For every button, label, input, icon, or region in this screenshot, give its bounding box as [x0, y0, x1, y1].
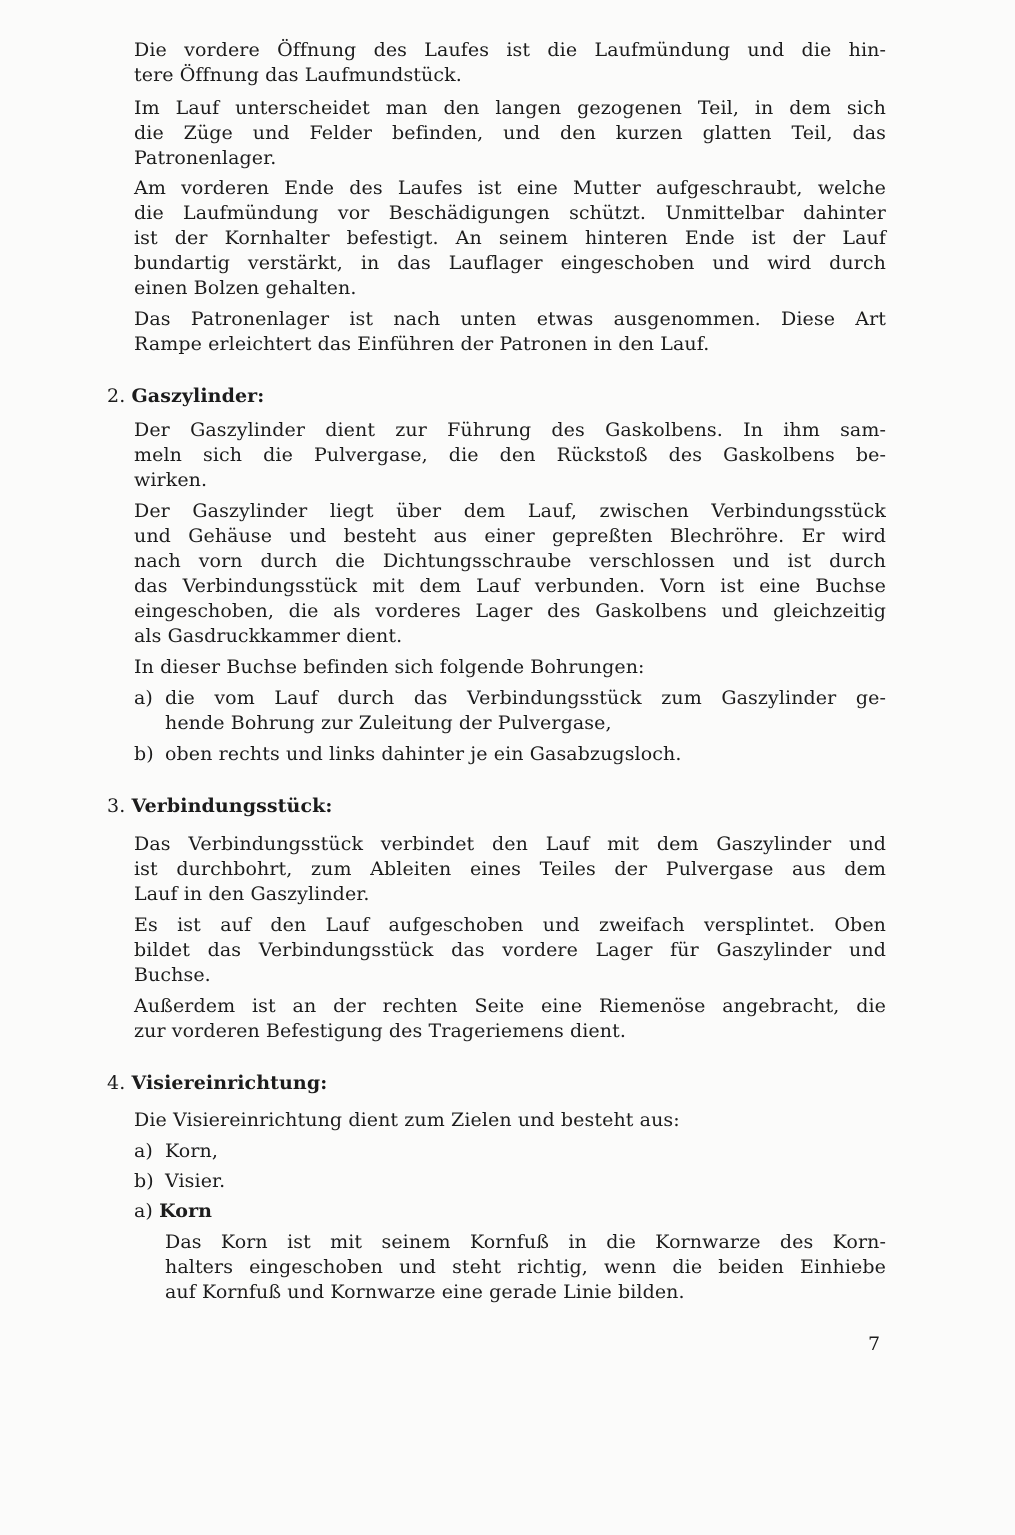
section-3-number: 3. — [107, 795, 126, 817]
section-4-list-b-text: Visier. — [165, 1170, 226, 1192]
section-3-p1-line-1: Das Verbindungsstück verbindet den Lauf mit dem Gaszylinder und — [134, 833, 886, 855]
section-4-list-a-marker: a) — [134, 1140, 153, 1162]
section-3-p2-line-1: Es ist auf den Lauf aufgeschoben und zweifach versplintet. Oben — [134, 914, 886, 936]
section-2-p1-line-2: meln sich die Pulvergase, die den Rückstoß des Gaskolbens be- — [134, 444, 886, 466]
intro-p3-line-1: Am vorderen Ende des Laufes ist eine Mutter aufgeschraubt, welche — [134, 177, 886, 199]
section-2-heading — [107, 384, 264, 409]
intro-p2-line-3: Patronenlager. — [134, 147, 277, 169]
section-2-list-a-marker: a) — [134, 687, 153, 709]
intro-p2-line-1: Im Lauf unterscheidet man den langen gezogenen Teil, in dem sich — [134, 97, 886, 119]
section-2-p1-line-1: Der Gaszylinder dient zur Führung des Gaskolbens. In ihm sam- — [134, 419, 886, 441]
subsection-korn-line-3: auf Kornfuß und Kornwarze eine gerade Linie bilden. — [165, 1281, 685, 1303]
section-2-p1-line-3: wirken. — [134, 469, 208, 491]
section-4-heading — [107, 1071, 327, 1096]
section-2-p2-line-2: und Gehäuse und besteht aus einer gepreßten Blechröhre. Er wird — [134, 525, 886, 547]
intro-p4-line-1: Das Patronenlager ist nach unten etwas ausgenommen. Diese Art — [134, 308, 886, 330]
section-3-heading — [107, 794, 333, 819]
section-2-p2-line-4: das Verbindungsstück mit dem Lauf verbunden. Vorn ist eine Buchse — [134, 575, 886, 597]
page-number: 7 — [868, 1333, 881, 1355]
section-2-list-b-line-1: oben rechts und links dahinter je ein Gasabzugsloch. — [165, 743, 682, 765]
intro-p2-line-2: die Züge und Felder befinden, und den kurzen glatten Teil, das — [134, 122, 886, 144]
subsection-korn-title: Korn — [159, 1200, 213, 1222]
section-2-list-a-line-1: die vom Lauf durch das Verbindungsstück zum Gaszylinder ge- — [165, 687, 886, 709]
section-2-p2-line-5: eingeschoben, die als vorderes Lager des Gaskolbens und gleichzeitig — [134, 600, 886, 622]
intro-p3-line-4: bundartig verstärkt, in das Lauflager eingeschoben und wird durch — [134, 252, 886, 274]
section-4-list-b-marker: b) — [134, 1170, 154, 1192]
section-4-list-a-text: Korn, — [165, 1140, 218, 1162]
section-2-p3: In dieser Buchse befinden sich folgende Bohrungen: — [134, 656, 645, 678]
section-4-title: Visiereinrichtung: — [131, 1072, 328, 1094]
section-3-title: Verbindungsstück: — [131, 795, 333, 817]
subsection-korn-line-1: Das Korn ist mit seinem Kornfuß in die Kornwarze des Korn- — [165, 1231, 886, 1253]
section-4-number: 4. — [107, 1072, 126, 1094]
intro-p3-line-5: einen Bolzen gehalten. — [134, 277, 357, 299]
section-2-p2-line-3: nach vorn durch die Dichtungsschraube verschlossen und ist durch — [134, 550, 886, 572]
section-2-list-b-marker: b) — [134, 743, 154, 765]
intro-p3-line-3: ist der Kornhalter befestigt. An seinem hinteren Ende ist der Lauf — [134, 227, 886, 249]
section-2-p2-line-6: als Gasdruckkammer dient. — [134, 625, 403, 647]
intro-p1-line-1: Die vordere Öffnung des Laufes ist die Laufmündung und die hin- — [134, 39, 886, 61]
intro-p3-line-2: die Laufmündung vor Beschädigungen schützt. Unmittelbar dahinter — [134, 202, 886, 224]
section-2-p2-line-1: Der Gaszylinder liegt über dem Lauf, zwischen Verbindungsstück — [134, 500, 886, 522]
section-3-p3-line-1: Außerdem ist an der rechten Seite eine Riemenöse angebracht, die — [134, 995, 886, 1017]
section-4-p1: Die Visiereinrichtung dient zum Zielen und besteht aus: — [134, 1109, 680, 1131]
section-2-list-a-line-2: hende Bohrung zur Zuleitung der Pulvergase, — [165, 712, 612, 734]
intro-p1-line-2: tere Öffnung das Laufmundstück. — [134, 64, 462, 86]
subsection-korn-marker: a) — [134, 1200, 153, 1222]
section-3-p1-line-2: ist durchbohrt, zum Ableiten eines Teiles der Pulvergase aus dem — [134, 858, 886, 880]
intro-p4-line-2: Rampe erleichtert das Einführen der Patronen in den Lauf. — [134, 333, 710, 355]
section-3-p2-line-3: Buchse. — [134, 964, 211, 986]
section-2-title: Gaszylinder: — [131, 385, 265, 407]
section-2-number: 2. — [107, 385, 126, 407]
subsection-korn-line-2: halters eingeschoben und steht richtig, wenn die beiden Einhiebe — [165, 1256, 886, 1278]
section-3-p2-line-2: bildet das Verbindungsstück das vordere Lager für Gaszylinder und — [134, 939, 886, 961]
section-3-p3-line-2: zur vorderen Befestigung des Trageriemens dient. — [134, 1020, 626, 1042]
subsection-korn-heading — [134, 1199, 212, 1224]
section-3-p1-line-3: Lauf in den Gaszylinder. — [134, 883, 370, 905]
